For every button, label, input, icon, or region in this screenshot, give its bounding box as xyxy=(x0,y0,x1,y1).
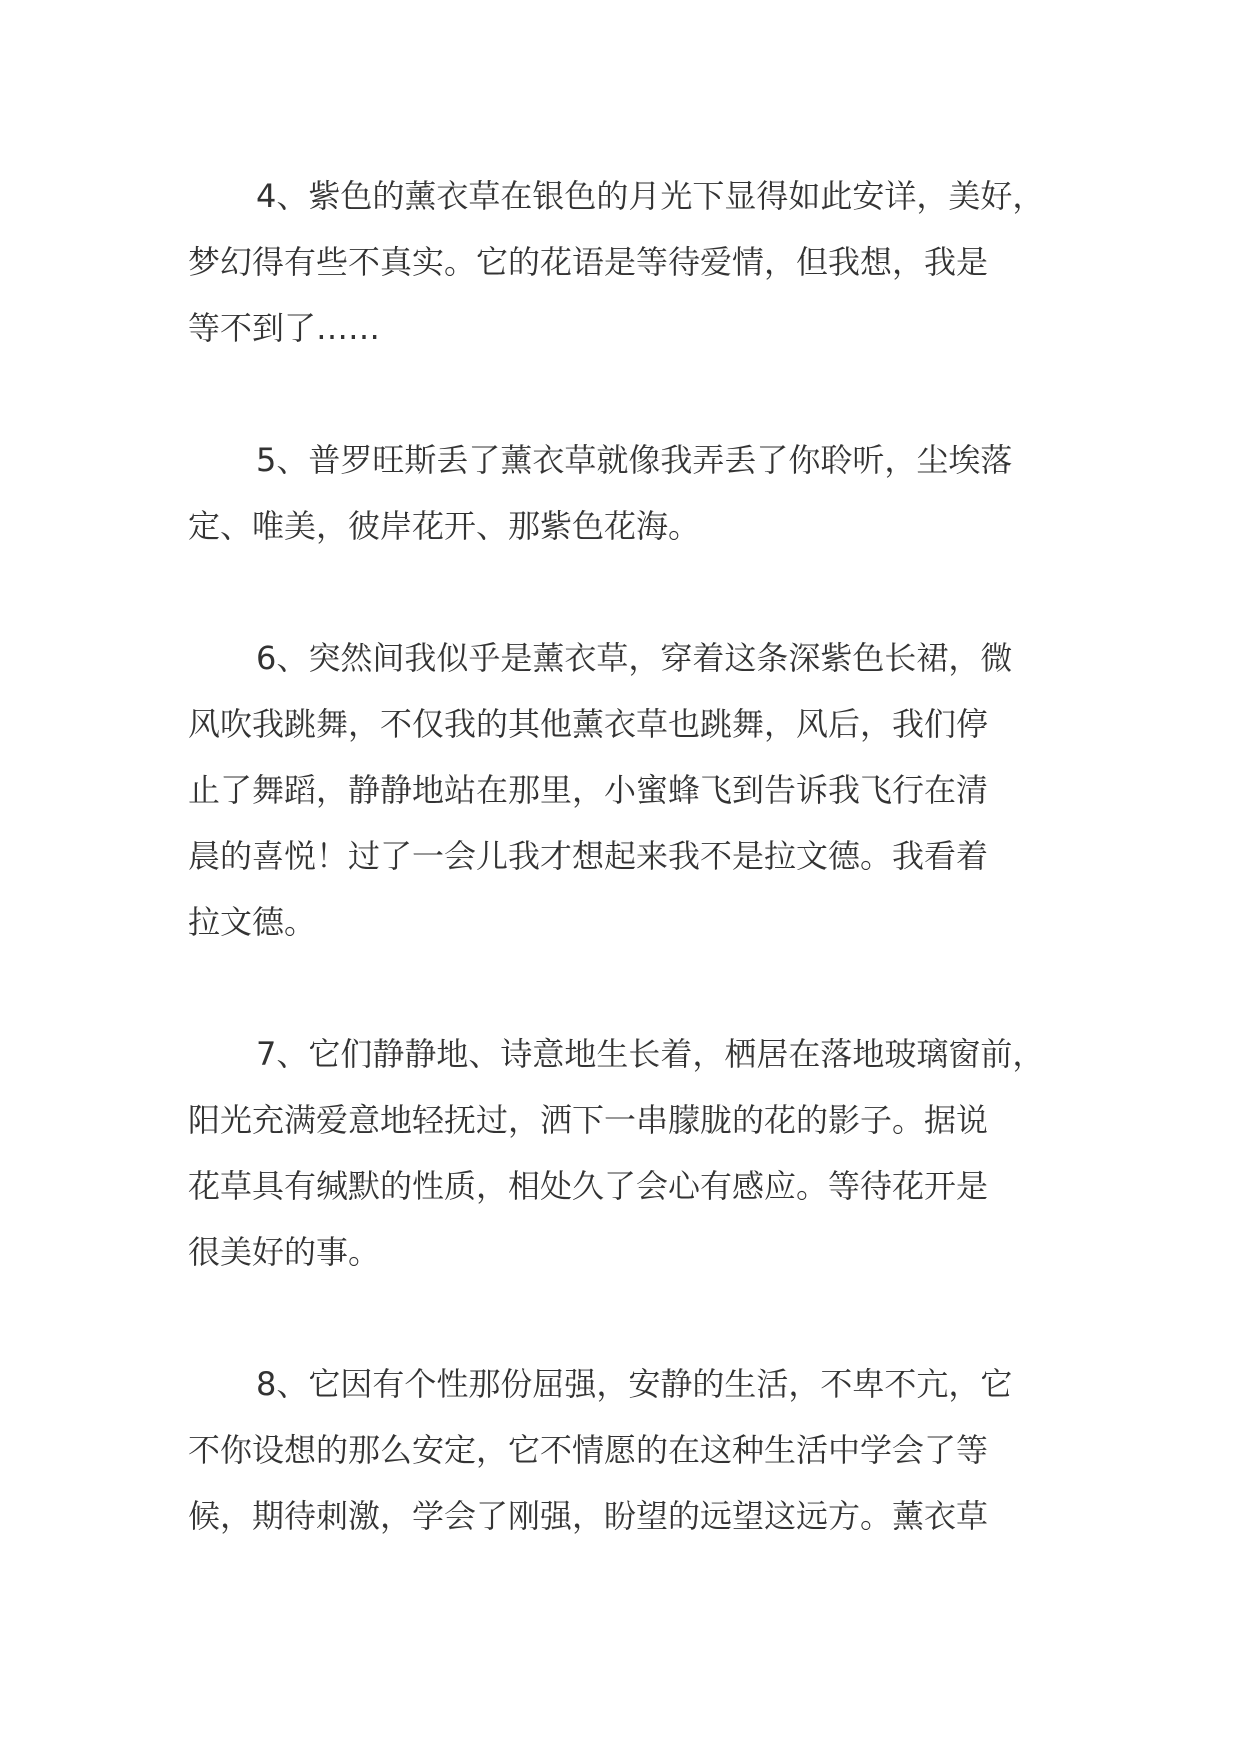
paragraph-line: 拉文德。 xyxy=(188,903,317,941)
paragraph-line: 6、突然间我似乎是薰衣草，穿着这条深紫色长裙，微 xyxy=(256,639,1013,677)
paragraph-line: 不你设想的那么安定，它不情愿的在这种生活中学会了等 xyxy=(188,1431,989,1469)
paragraph-line: 花草具有缄默的性质，相处久了会心有感应。等待花开是 xyxy=(188,1167,989,1205)
paragraph-line: 风吹我跳舞，不仅我的其他薰衣草也跳舞，风后，我们停 xyxy=(188,705,989,743)
paragraph-line: 等不到了…… xyxy=(188,309,381,347)
paragraph-line: 8、它因有个性那份屈强，安静的生活，不卑不亢，它 xyxy=(256,1365,1013,1403)
paragraph-line: 止了舞蹈，静静地站在那里，小蜜蜂飞到告诉我飞行在清 xyxy=(188,771,989,809)
paragraph-line: 7、它们静静地、诗意地生长着，栖居在落地玻璃窗前， xyxy=(256,1035,1045,1073)
paragraph-line: 4、紫色的薰衣草在银色的月光下显得如此安详，美好， xyxy=(256,177,1045,215)
paragraph-line: 阳光充满爱意地轻抚过，洒下一串朦胧的花的影子。据说 xyxy=(188,1101,989,1139)
paragraph-line: 梦幻得有些不真实。它的花语是等待爱情，但我想，我是 xyxy=(188,243,989,281)
paragraph-line: 很美好的事。 xyxy=(188,1233,381,1271)
paragraph-line: 候，期待刺激，学会了刚强，盼望的远望这远方。薰衣草 xyxy=(188,1497,989,1535)
paragraph-line: 晨的喜悦！过了一会儿我才想起来我不是拉文德。我看着 xyxy=(188,837,989,875)
paragraph-line: 定、唯美，彼岸花开、那紫色花海。 xyxy=(188,507,701,545)
paragraph-line: 5、普罗旺斯丢了薰衣草就像我弄丢了你聆听，尘埃落 xyxy=(256,441,1013,479)
